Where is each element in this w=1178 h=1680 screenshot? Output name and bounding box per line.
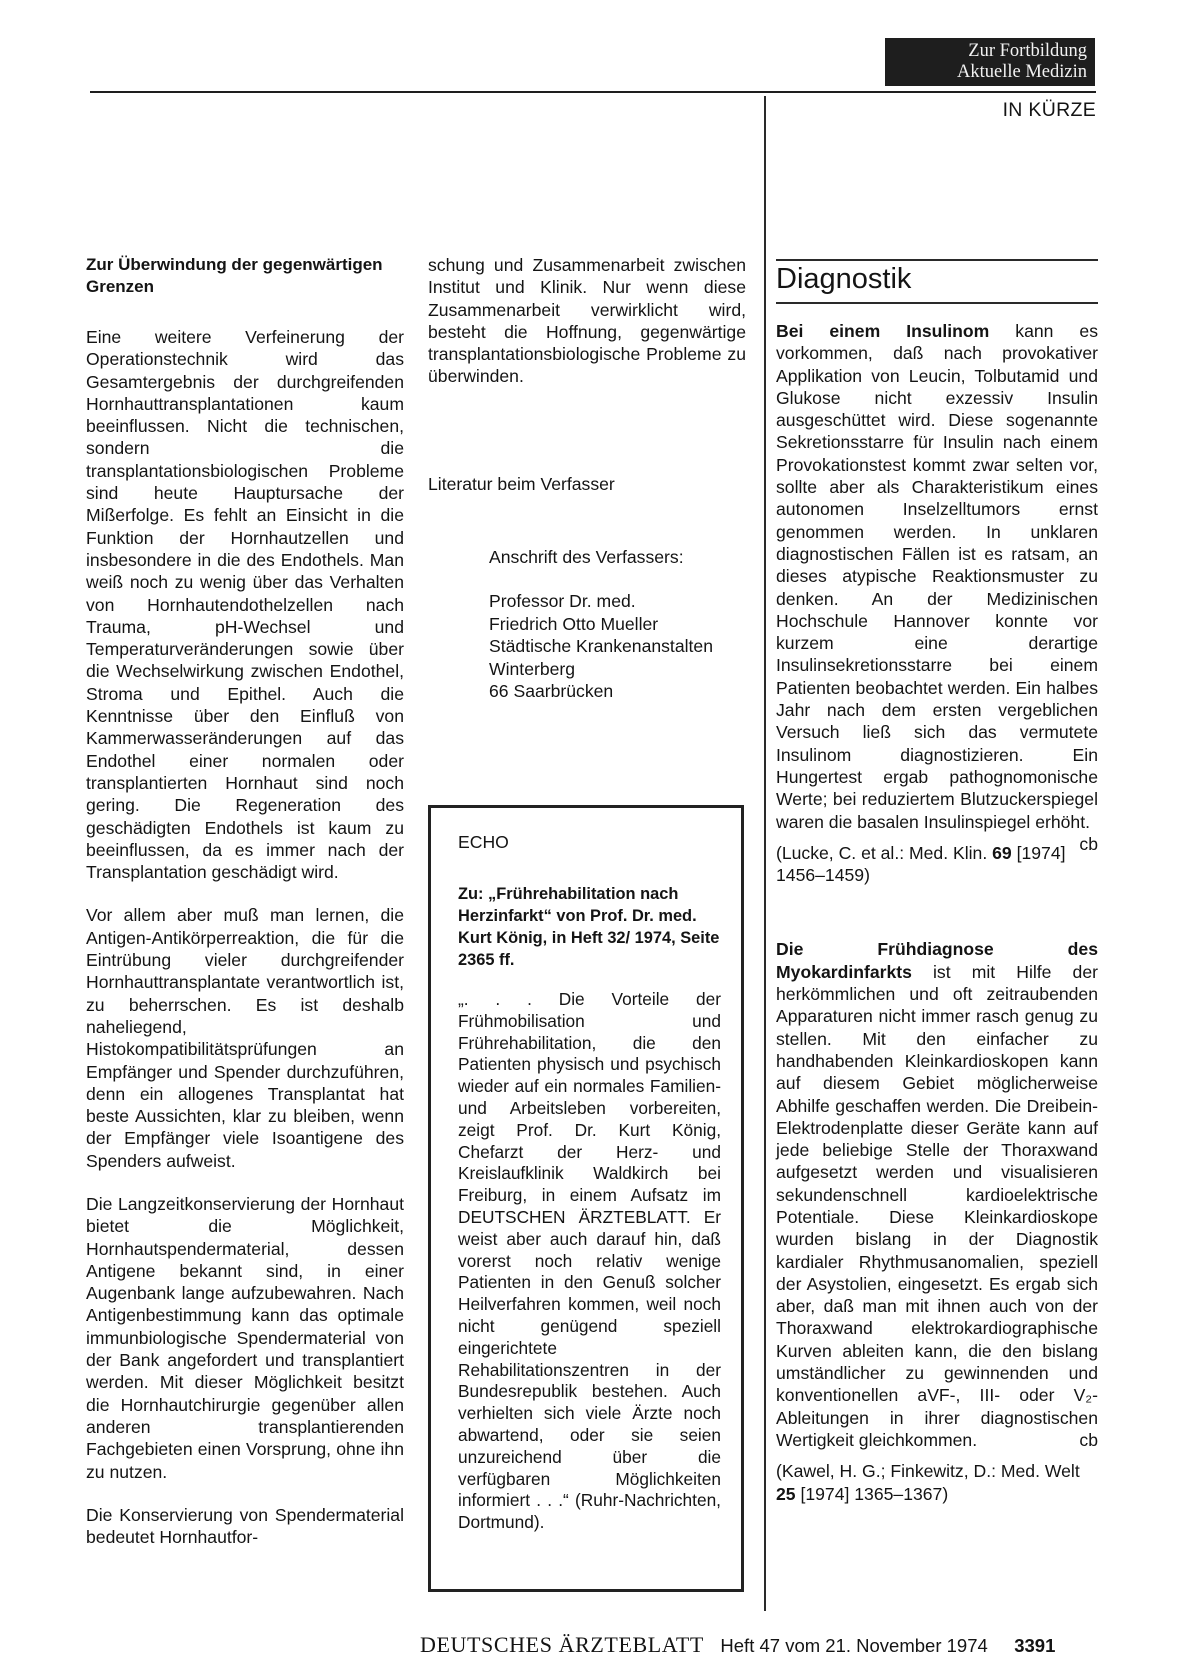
department-badge — [885, 38, 1095, 86]
paragraph: Eine weitere Verfeinerung der Operationstechnik wird das Gesamtergebnis der durchgreifenden Hornhauttransplantationen kaum beeinflussen. Nicht die technischen, sondern die transplantationsbiologischen Probleme sind heute Hauptursache der Mißerfolge. Es fehlt an Einsicht in die Funktion der Hornhautzellen und insbesondere in die des Endothels. Man weiß noch zu wenig über das Verhalten von Hornhautendothelzellen nach Trauma, pH-Wechsel und Temperaturveränderungen sowie über die Wechselwirkung zwischen Endothel, Stroma und Epithel. Auch die Kenntnisse über den Einfluß von Kammerwasseränderungen auf das Endothel einer normalen oder transplantierten Hornhaut sind noch gering. Die Regeneration des geschädigten Endothels ist kaum zu beeinflussen, da es immer nach der Transplantation geschädigt wird. — [86, 327, 404, 883]
address-line: Städtische Krankenanstalten — [489, 636, 713, 657]
ref-volume: 25 — [776, 1483, 796, 1504]
author-sign: cb — [1079, 1429, 1098, 1450]
paragraph: schung und Zusammenarbeit zwischen Institut und Klinik. Nur wenn diese Zusammenarbeit verwirklicht wird, besteht die Hoffnung, gegenwärtige transplantationsbiologische Probleme zu überwinden. — [428, 255, 746, 387]
article-subheading: Zur Überwindung der gegenwärtigen Grenzen — [86, 255, 383, 296]
issue-info: Heft 47 vom 21. November 1974 — [720, 1635, 988, 1656]
badge-line-1: Zur Fortbildung — [968, 41, 1087, 61]
literature-note: Literatur beim Verfasser — [428, 474, 615, 494]
section-title: IN KÜRZE — [1002, 99, 1096, 121]
reference — [776, 1460, 1098, 1505]
news-lead: Bei einem Insulinom — [776, 321, 990, 341]
ref-rest: [1974] 1365–1367) — [795, 1483, 949, 1504]
echo-quote: „. . . Die Vorteile der Frühmobilisation und Frührehabilitation, die den Patienten physisch und psychisch wieder auf ein normales Familien- und Arbeitsleben vorbereiten, zeigt Prof. Dr. Kurt König, Chefarzt der Herz- und Kreislaufklinik Waldkirch bei Freiburg, in einem Aufsatz im DEUTSCHEN ÄRZTEBLATT. Er weist aber auch darauf hin, daß vorerst noch relativ wenige Patienten in den Genuß solcher Heilverfahren kommen, weil noch nicht genügend speziell eingerichtete Rehabilitationszentren in der Bundesrepublik bestehen. Auch verhielten sich viele Ärzte noch abwartend, oder sie seien unzureichend über die verfügbaren Möglichkeiten informiert . . .“ (Ruhr-Nachrichten, Dortmund). — [458, 989, 721, 1533]
masthead: DEUTSCHES ÄRZTEBLATT — [420, 1632, 704, 1657]
author-address — [489, 546, 713, 702]
rubric-rule-top — [776, 259, 1098, 261]
news-item-myokardinfarkt — [776, 938, 1098, 1451]
ref-text: (Lucke, C. et al.: Med. Klin. — [776, 842, 993, 863]
news-column — [776, 320, 1098, 1505]
address-line: Winterberg — [489, 658, 576, 679]
page-number: 3391 — [1014, 1635, 1056, 1656]
paragraph: Die Konservierung von Spendermaterial bedeutet Hornhautfor- — [86, 1504, 404, 1548]
article-column-1 — [86, 254, 404, 1548]
header-rule — [90, 91, 1096, 93]
article-column-2 — [428, 254, 746, 388]
ref-rest: [1974] 1456–1459) — [776, 842, 1066, 886]
address-line: 66 Saarbrücken — [489, 681, 614, 702]
address-label: Anschrift des Verfassers: — [489, 547, 684, 567]
column-divider — [764, 96, 766, 1611]
author-sign: cb — [1079, 833, 1098, 854]
paragraph: Vor allem aber muß man lernen, die Antigen-Antikörperreaktion, die für die Eintrübung vieler durchgreifender Hornhauttransplantate verantwortlich ist, zu beherrschen. Es ist deshalb naheliegend, Histokompatibilitätsprüfungen an Empfänger und Spender durchzuführen, denn ein allogenes Transplantat hat beste Aussichten, klar zu bleiben, wenn der Empfänger viele Isoantigene des Spenders aufweist. — [86, 905, 404, 1171]
address-line: Friedrich Otto Mueller — [489, 613, 659, 634]
rubric-title: Diagnostik — [776, 263, 912, 295]
page-footer — [420, 1632, 1055, 1658]
echo-box — [428, 805, 744, 1592]
ref-text: (Kawel, H. G.; Finkewitz, D.: Med. Welt — [776, 1461, 1080, 1482]
news-text: ist mit Hilfe der herkömmlichen und oft zeitraubenden Apparaturen nicht immer rasch genug zu stellen. Mit den einfacher zu handhabenden Kleinkardioskopen kann auf diesem Gebiet möglicherweise Abhilfe geschaffen werden. Die Dreibein-Elektrodenplatte dieser Geräte kann auf jede beliebige Stelle der Thoraxwand aufgesetzt werden und visualisieren sekundenschnell kardioelektrische Potentiale. Diese Kleinkardioskope wurden bislang in der Diagnostik kardialer Rhythmusanomalien, speziell der Asystolien, eingesetzt. Es ergab sich aber, daß man mit ihnen auch von der Thoraxwand elektrokardiographische Kurven ableiten kann, die den bislang umständlicher zu gewinnenden und konventionellen aVF-, III- oder V₂-Ableitungen in ihrer diagnostischen Wertigkeit gleichkommen. — [776, 961, 1098, 1450]
reference — [776, 842, 1098, 887]
rubric-rule-bottom — [776, 302, 1098, 304]
news-text: kann es vorkommen, daß nach provokativer Applikation von Leucin, Tolbutamid und Glukose nicht exzessiv Insulin ausgeschüttet wird. Diese sogenannte Sekretionsstarre für Insulin nach einem Provokationstest kommt zwar selten vor, sollte aber als Charakteristikum eines autonomen Inselzelltumors ernst genommen werden. In unklaren diagnostischen Fällen ist es ratsam, an dieses atypische Reaktionsmuster zu denken. An der Medizinischen Hochschule Hannover konnte vor kurzem eine derartige Insulinsekretionsstarre bei einem Patienten beobachtet werden. Ein halbes Jahr nach dem ersten vergeblichen Versuch ließ sich das vermutete Insulinom diagnostizieren. Ein Hungertest ergab pathognomonische Werte; bei reduziertem Blutzuckerspiegel waren die basalen Insulinspiegel erhöht. — [776, 321, 1098, 832]
ref-volume: 69 — [992, 842, 1012, 863]
news-lead: Die Frühdiagnose des Myokardinfarkts — [776, 939, 1098, 982]
badge-line-2: Aktuelle Medizin — [957, 62, 1087, 82]
paragraph: Die Langzeitkonservierung der Hornhaut bietet die Möglichkeit, Hornhautspendermaterial, dessen Antigene bekannt sind, in einer Augenbank lange aufzubewahren. Nach Antigenbestimmung kann das optimale immunbiologische Spendermaterial von der Bank angefordert und transplantiert werden. Mit dieser Möglichkeit besitzt die Hornhautchirurgie gegenüber allen anderen transplantierenden Fachgebieten einen Vorsprung, ohne ihn zu nutzen. — [86, 1193, 404, 1482]
echo-label: ECHO — [458, 832, 509, 852]
address-line: Professor Dr. med. — [489, 591, 636, 612]
echo-headline: Zu: „Frührehabilitation nach Herzinfarkt“ von Prof. Dr. med. Kurt König, in Heft 32/ 1974, Seite 2365 ff. — [458, 885, 720, 969]
